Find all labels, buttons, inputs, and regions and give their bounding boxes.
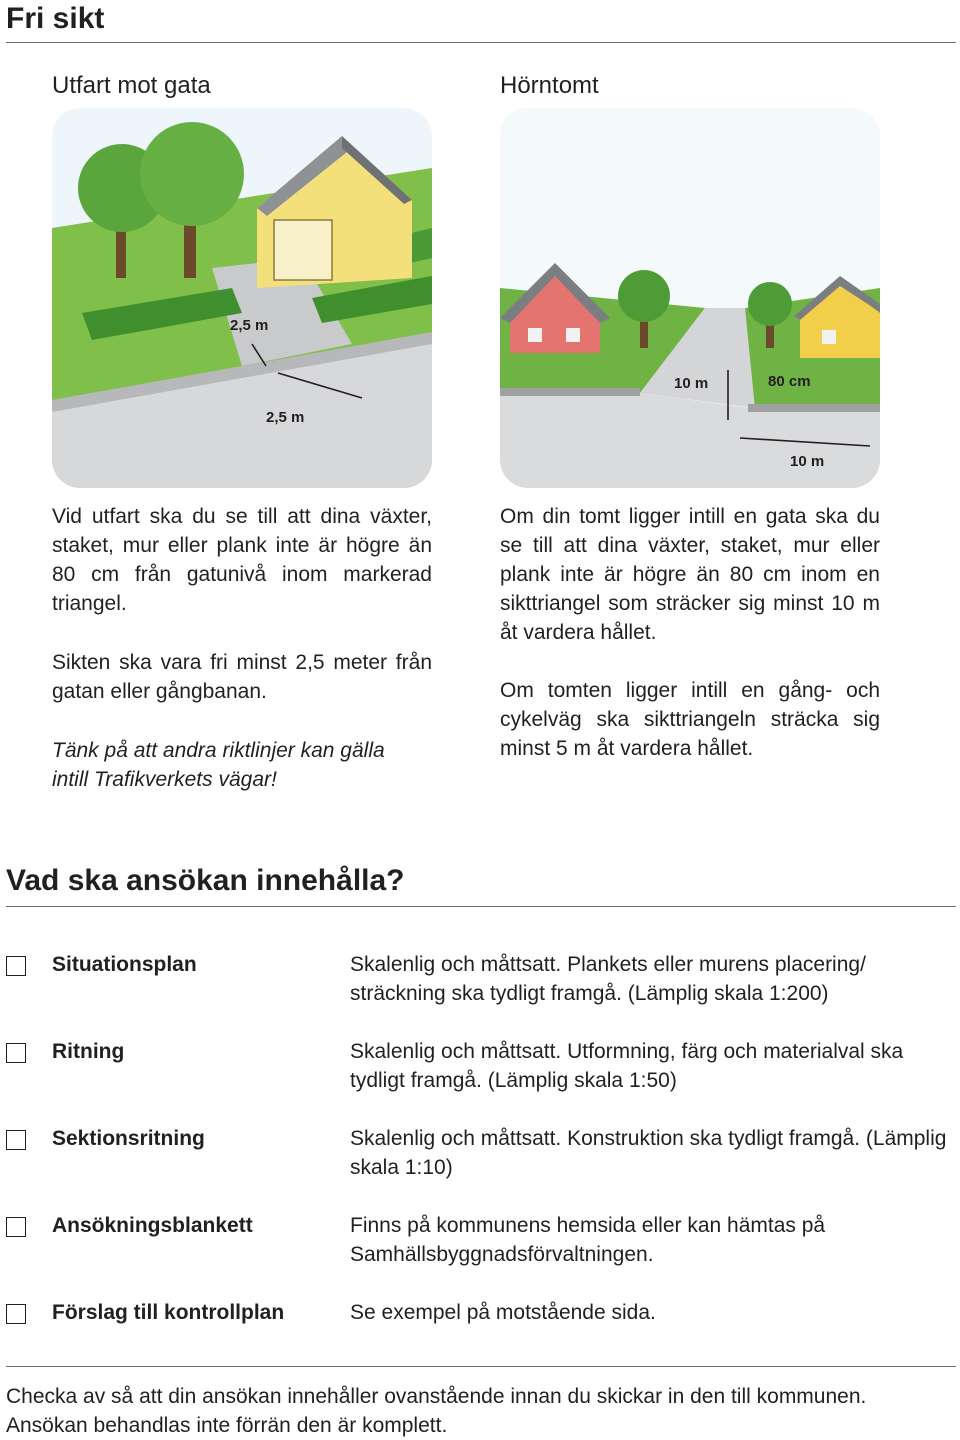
checkbox-kontrollplan[interactable]	[6, 1304, 26, 1324]
illustration-driveway	[52, 108, 432, 488]
checklist-description: Skalenlig och måttsatt. Utformning, färg och materialval ska tydligt framgå. (Lämplig skala 1:50)	[350, 1040, 904, 1092]
dimension-label-lower: 2,5 m	[266, 409, 305, 426]
divider	[6, 1366, 956, 1367]
paragraph-utfart-1: Vid utfart ska du se till att dina växter, staket, mur eller plank inte är högre än 80 cm från gatunivå inom markerad triangel.	[52, 505, 432, 615]
driveway-illustration-graphic	[52, 108, 432, 488]
paragraph-horntomt-1: Om din tomt ligger intill en gata ska du se till att dina växter, staket, mur eller plank inte är högre än 80 cm inom en sikttriangel som sträcker sig minst 10 m åt vardera hållet.	[500, 505, 880, 644]
checklist-description: Skalenlig och måttsatt. Plankets eller murens placering/ sträckning ska tydligt framgå. (Lämplig skala 1:200)	[350, 953, 866, 1005]
corner-plot-illustration-graphic	[500, 108, 880, 488]
illustration-corner-plot	[500, 108, 880, 488]
paragraph-horntomt-2: Om tomten ligger intill en gång- och cykelväg ska sikttriangeln sträcka sig minst 5 m åt vardera hållet.	[500, 679, 880, 760]
checklist-description: Se exempel på motstående sida.	[350, 1301, 656, 1324]
checkbox-ritning[interactable]	[6, 1043, 26, 1063]
paragraph-utfart-2: Sikten ska vara fri minst 2,5 meter från gatan eller gångbanan.	[52, 651, 432, 703]
footer-note: Checka av så att din ansökan innehåller ovanstående innan du skickar in den till kommunen. Ansökan behandlas inte förrän den är komplett.	[6, 1385, 867, 1437]
checkbox-ansokningsblankett[interactable]	[6, 1217, 26, 1237]
column-title-utfart: Utfart mot gata	[52, 72, 211, 99]
checkbox-situationsplan[interactable]	[6, 956, 26, 976]
checklist-label: Sektionsritning	[52, 1127, 205, 1150]
checklist-description: Finns på kommunens hemsida eller kan hämtas på Samhällsbyggnadsförvaltningen.	[350, 1214, 826, 1266]
paragraph-utfart-note: Tänk på att andra riktlinjer kan gälla intill Trafikverkets vägar!	[52, 739, 385, 791]
checklist-label: Ritning	[52, 1040, 125, 1063]
checklist-label: Situationsplan	[52, 953, 197, 976]
section-heading-fri-sikt: Fri sikt	[6, 2, 105, 35]
checkbox-sektionsritning[interactable]	[6, 1130, 26, 1150]
checklist-description: Skalenlig och måttsatt. Konstruktion ska tydligt framgå. (Lämplig skala 1:10)	[350, 1127, 947, 1179]
dimension-label-upper: 2,5 m	[230, 317, 269, 334]
section-heading-ansokan: Vad ska ansökan innehålla?	[6, 864, 405, 897]
divider	[6, 906, 956, 907]
column-title-horntomt: Hörntomt	[500, 72, 599, 99]
dimension-label-10m-horizontal: 10 m	[790, 453, 825, 470]
checklist-label: Ansökningsblankett	[52, 1214, 253, 1237]
dimension-label-80cm: 80 cm	[768, 373, 811, 390]
checklist-label: Förslag till kontrollplan	[52, 1301, 285, 1324]
dimension-label-10m-vertical: 10 m	[674, 375, 709, 392]
divider	[6, 42, 956, 43]
